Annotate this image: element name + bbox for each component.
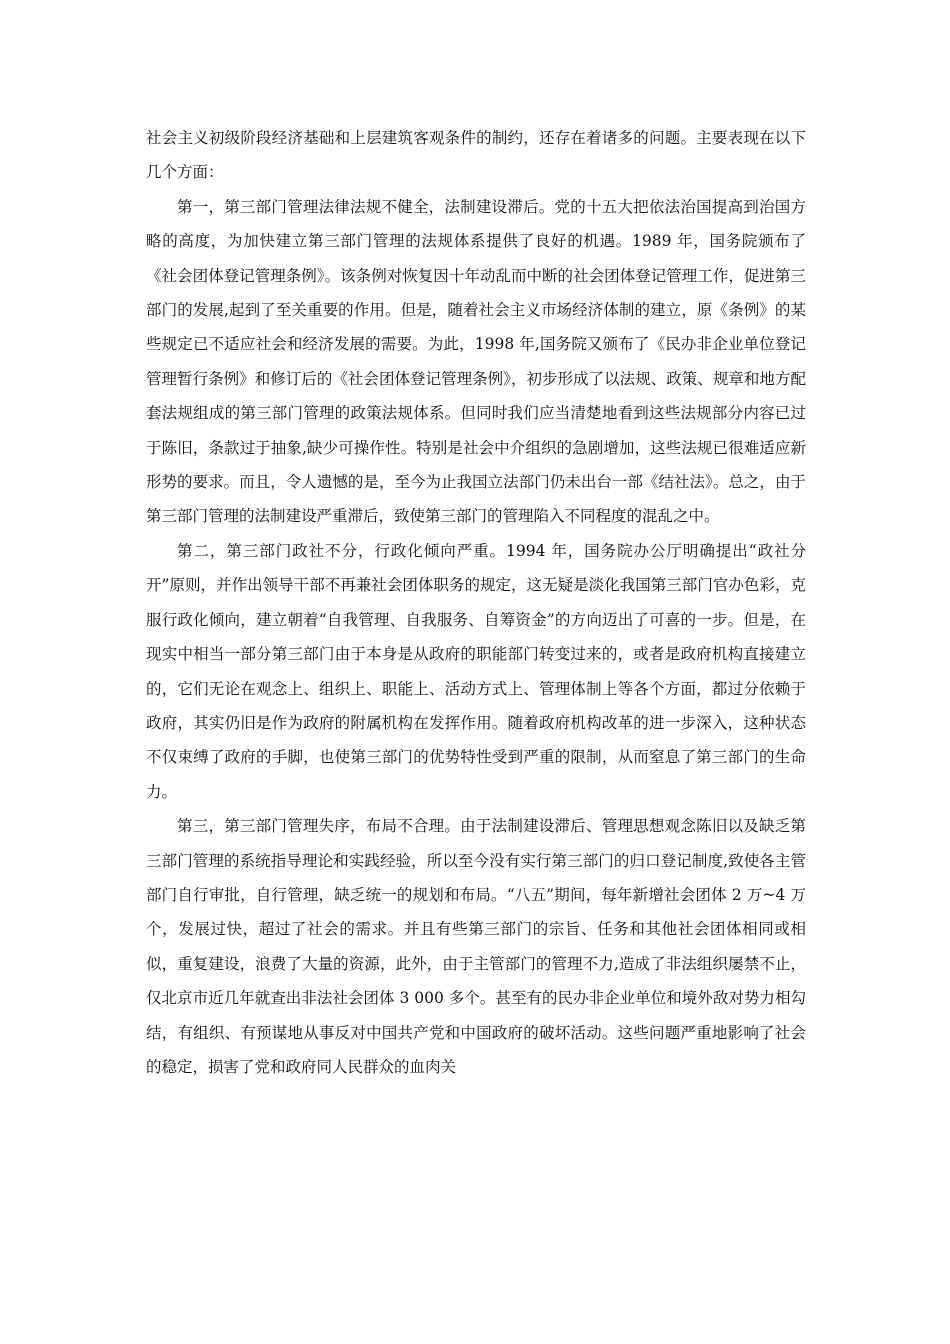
paragraph-second-issue: 第二，第三部门政社不分，行政化倾向严重。1994 年，国务院办公厅明确提出“政社分开”原则，并作出领导干部不再兼社会团体职务的规定，这无疑是淡化我国第三部门官办色彩，克服行政化倾向，建立朝着“自我管理、自我服务、自筹资金”的方向迈出了可喜的一步。但是，在现实中相当一部分第三部门由于本身是从政府的职能部门转变过来的，或者是政府机构直接建立的，它们无论在观念上、组织上、职能上、活动方式上、管理体制上等各个方面，都过分依赖于政府，其实仍旧是作为政府的附属机构在发挥作用。随着政府机构改革的进一步深入，这种状态不仅束缚了政府的手脚，也使第三部门的优势特性受到严重的限制，从而窒息了第三部门的生命力。 [146,541,806,801]
paragraph-continuation: 社会主义初级阶段经济基础和上层建筑客观条件的制约，还存在着诸多的问题。主要表现在以下几个方面： [146,129,806,182]
document-body [146,121,806,1084]
paragraph-first-issue: 第一，第三部门管理法律法规不健全，法制建设滞后。党的十五大把依法治国提高到治国方略的高度，为加快建立第三部门管理的法规体系提供了良好的机遇。1989 年，国务院颁布了《社会团体登记管理条例》。该条例对恢复因十年动乱而中断的社会团体登记管理工作，促进第三部门的发展,起到了至关重要的作用。但是，随着社会主义市场经济体制的建立，原《条例》的某些规定已不适应社会和经济发展的需要。为此，1998 年,国务院又颁布了《民办非企业单位登记管理暂行条例》和修订后的《社会团体登记管理条例》，初步形成了以法规、政策、规章和地方配套法规组成的第三部门管理的政策法规体系。但同时我们应当清楚地看到这些法规部分内容已过于陈旧，条款过于抽象,缺少可操作性。特别是社会中介组织的急剧增加，这些法规已很难适应新形势的要求。而且，令人遗憾的是，至今为止我国立法部门仍未出台一部《结社法》。总之，由于第三部门管理的法制建设严重滞后，致使第三部门的管理陷入不同程度的混乱之中。 [146,197,806,526]
paragraph-third-issue: 第三，第三部门管理失序，布局不合理。由于法制建设滞后、管理思想观念陈旧以及缺乏第三部门管理的系统指导理论和实践经验，所以至今没有实行第三部门的归口登记制度,致使各主管部门自行审批，自行管理，缺乏统一的规划和布局。“八五”期间，每年新增社会团体 2 万~4 万个，发展过快，超过了社会的需求。并且有些第三部门的宗旨、任务和其他社会团体相同或相似，重复建设，浪费了大量的资源，此外，由于主管部门的管理不力,造成了非法组织屡禁不止，仅北京市近几年就查出非法社会团体 3 000 多个。甚至有的民办非企业单位和境外敌对势力相勾结，有组织、有预谋地从事反对中国共产党和中国政府的破坏活动。这些问题严重地影响了社会的稳定，损害了党和政府同人民群众的血肉关 [146,817,806,1076]
